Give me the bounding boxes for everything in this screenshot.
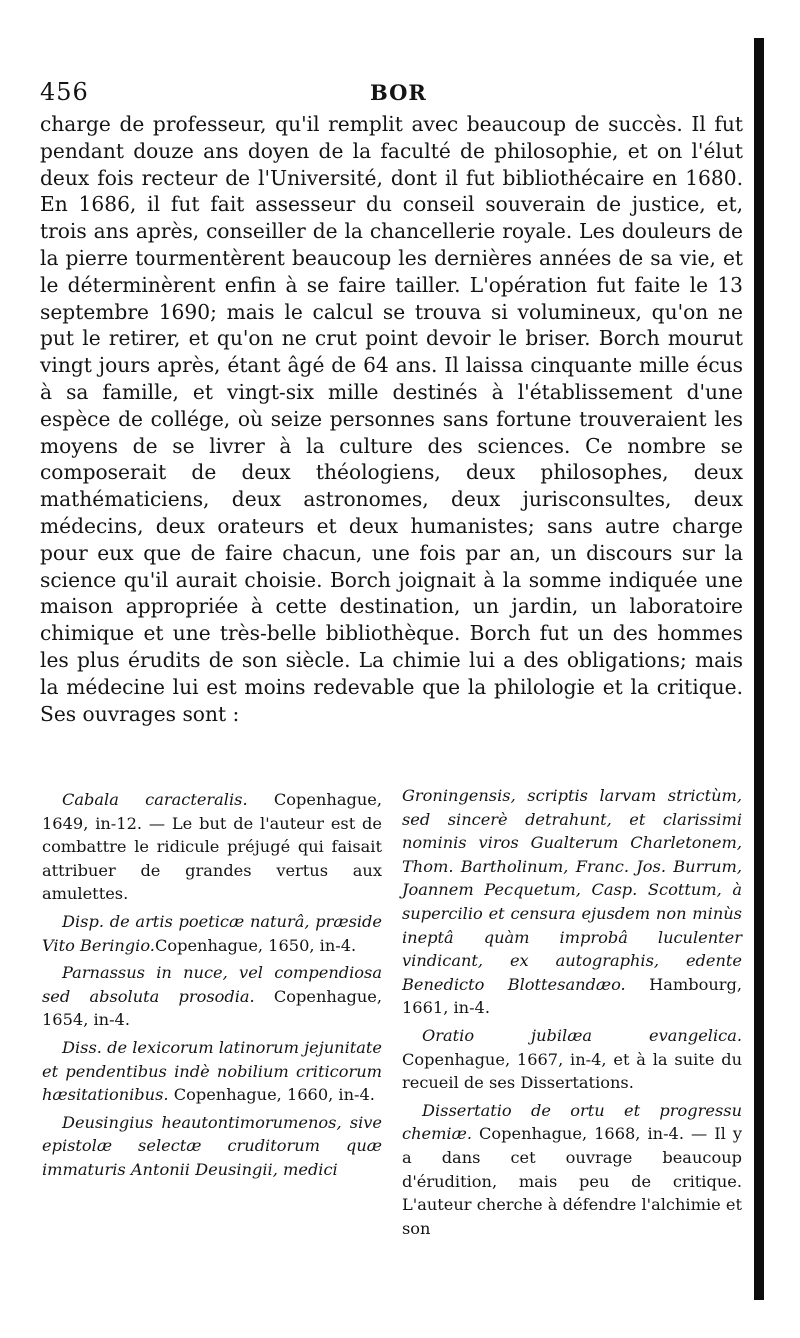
work-title: Dissertatio de ortu et progressu chemiæ. [402,1100,742,1144]
work-entry [42,910,382,957]
page-number: 456 [40,78,89,106]
work-details: Copenhague, 1668, in-4. — Il y a dans cet ouvrage beaucoup d'érudition, mais peu de critique. L'auteur cherche à défendre l'alchimie et son [402,1124,742,1238]
work-entry [42,1036,382,1107]
work-title: Parnassus in nuce, vel compendiosa sed absoluta prosodia. [42,963,382,1006]
work-details: Copenhague, 1649, in-12. — Le but de l'auteur est de combattre le ridicule préjugé qui faisait attribuer de grandes vertus aux amulettes. [42,790,382,904]
work-details: Hambourg, 1661, in-4. [402,974,742,1018]
work-entry [42,788,382,906]
work-title: Groningensis, scriptis larvam strictùm, sed sincerè detrahunt, et clarissimi nominis viros Gualterum Charletonem, Thom. Bartholinum, Franc. Jos. Burrum, Joannem Pecquetum, Casp. Scottum, à supercilio et censura ejusdem non minùs ineptâ quàm improbâ luculenter vindicant, ex autographis, edente Benedicto Blottesandæo. [402,786,742,994]
page-edge-shadow [754,38,764,1300]
bibliography-columns [42,784,742,1244]
work-title: Deusingius heautontimorumenos, sive epistolæ selectæ cruditorum quæ immaturis Antonii Deusingii, medici [42,1112,382,1179]
biography-paragraph: charge de professeur, qu'il remplit avec beaucoup de succès. Il fut pendant douze ans doyen de la faculté de philosophie, et on l'élut deux fois recteur de l'Université, dont il fut bibliothécaire en 1680. En 1686, il fut fait assesseur du conseil souverain de justice, et, trois ans après, conseiller de la chancellerie royale. Les douleurs de la pierre tourmentèrent beaucoup les dernières années de sa vie, et le déterminèrent enfin à se faire tailler. L'opération fut faite le 13 septembre 1690; mais le calcul se trouva si volumineux, qu'on ne put le retirer, et qu'on ne crut point devoir le briser. Borch mourut vingt jours après, étant âgé de 64 ans. Il laissa cinquante mille écus à sa famille, et vingt-six mille destinés à l'établissement d'une espèce de collége, où seize personnes sans fortune trouveraient les moyens de se livrer à la culture des sciences. Ce nombre se composerait de deux théologiens, deux philosophes, deux mathématiciens, deux astronomes, deux jurisconsultes, deux médecins, deux orateurs et deux humanistes; sans autre charge pour eux que de faire chacun, une fois par an, un discours sur la science qu'il aurait choisie. Borch joignait à la somme indiquée une maison appropriée à cette destination, un jardin, un laboratoire chimique et une très-belle bibliothèque. Borch fut un des hommes les plus érudits de son siècle. La chimie lui a des obligations; mais la médecine lui est moins redevable que la philologie et la critique. Ses ouvrages sont : [40,112,743,726]
work-entry [42,1111,382,1182]
work-entry [42,961,382,1032]
work-title: Disp. de artis poeticæ naturâ, præside Vito Beringio. [42,911,382,955]
work-entry [402,1024,742,1095]
work-title: Diss. de lexicorum latinorum jejunitate et pendentibus indè nobilium criticorum hæsitationibus. [42,1037,382,1105]
work-title: Oratio jubilæa evangelica. [422,1025,742,1045]
work-details: Copenhague, 1654, in-4. [42,986,383,1030]
bibliography-right-column [402,784,742,1244]
work-entry-continued [402,784,742,1020]
running-head: BOR [370,80,427,105]
work-details: Copenhague, 1667, in-4, et à la suite du recueil de ses Dissertations. [402,1049,742,1093]
work-title: Cabala caracteralis. [62,790,248,809]
bibliography-left-column [42,784,382,1244]
work-entry [402,1099,742,1241]
work-details: Copenhague, 1660, in-4. [168,1085,375,1105]
page-header [40,78,740,108]
work-details: Copenhague, 1650, in-4. [154,935,357,955]
